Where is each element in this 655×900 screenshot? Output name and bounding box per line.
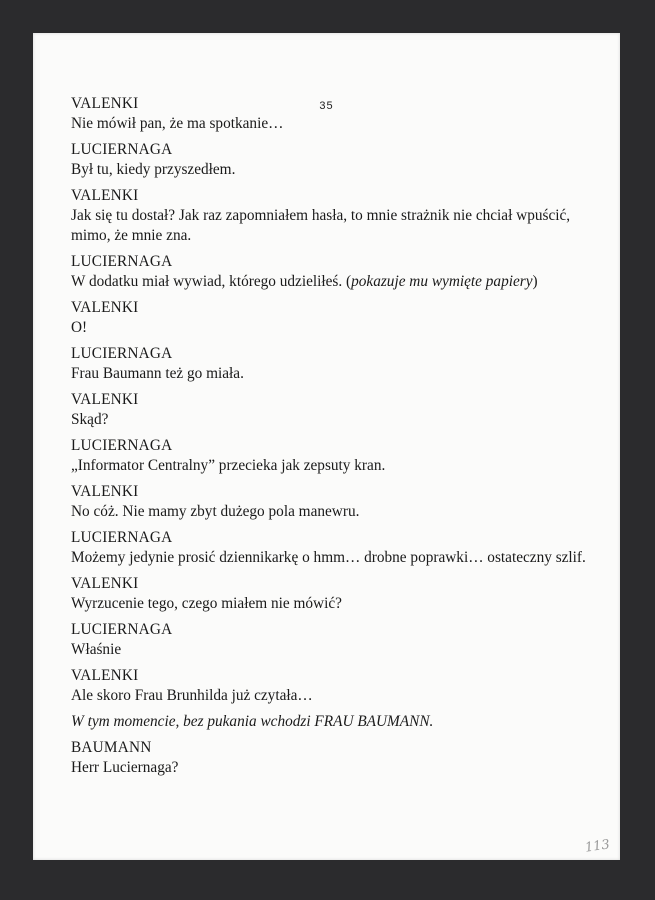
script-body	[71, 94, 591, 784]
dialogue-block	[71, 390, 591, 430]
dialogue-line: No cóż. Nie mamy zbyt dużego pola manewru.	[71, 503, 360, 520]
speaker-name: VALENKI	[71, 299, 139, 316]
stage-direction: W tym momencie, bez pukania wchodzi FRAU BAUMANN.	[71, 713, 434, 730]
dialogue-block	[71, 94, 591, 134]
speaker-name: LUCIERNAGA	[71, 345, 173, 362]
dialogue-line: Wyrzucenie tego, czego miałem nie mówić?	[71, 595, 342, 612]
speaker-name: BAUMANN	[71, 739, 152, 756]
dialogue-line: Był tu, kiedy przyszedłem.	[71, 161, 236, 178]
stage-direction-inline: pokazuje mu wymięte papiery	[351, 273, 533, 290]
speaker-name: LUCIERNAGA	[71, 529, 173, 546]
speaker-name: VALENKI	[71, 667, 139, 684]
dialogue-block	[71, 344, 591, 384]
dialogue-block	[71, 528, 591, 568]
speaker-name: LUCIERNAGA	[71, 253, 173, 270]
dialogue-line: Skąd?	[71, 411, 109, 428]
dialogue-line: „Informator Centralny” przecieka jak zepsuty kran.	[71, 457, 386, 474]
speaker-name: VALENKI	[71, 95, 139, 112]
dialogue-block	[71, 140, 591, 180]
dialogue-block	[71, 482, 591, 522]
pencil-page-note: 113	[584, 837, 611, 856]
dialogue-block	[71, 298, 591, 338]
dialogue-block	[71, 574, 591, 614]
dialogue-line: Ale skoro Frau Brunhilda już czytała…	[71, 687, 313, 704]
dialogue-line: Właśnie	[71, 641, 122, 658]
script-page	[33, 33, 620, 860]
dialogue-block	[71, 436, 591, 476]
dialogue-line: Frau Baumann też go miała.	[71, 365, 244, 382]
speaker-name: LUCIERNAGA	[71, 141, 173, 158]
dialogue-line: Możemy jedynie prosić dziennikarkę o hmm… drobne poprawki… ostateczny szlif.	[71, 549, 586, 566]
speaker-name: VALENKI	[71, 575, 139, 592]
speaker-name: VALENKI	[71, 391, 139, 408]
dialogue-text-close: )	[532, 273, 538, 290]
speaker-name: LUCIERNAGA	[71, 437, 173, 454]
dialogue-line: Nie mówił pan, że ma spotkanie…	[71, 115, 284, 132]
dialogue-block	[71, 738, 591, 778]
dialogue-text: W dodatku miał wywiad, którego udzieliłeś. (	[71, 273, 352, 290]
page-number: 35	[319, 100, 334, 112]
speaker-name: LUCIERNAGA	[71, 621, 173, 638]
dialogue-line: Herr Luciernaga?	[71, 759, 179, 776]
dialogue-block	[71, 186, 591, 246]
dialogue-line: O!	[71, 319, 88, 336]
dialogue-line	[71, 272, 591, 292]
speaker-name: VALENKI	[71, 483, 139, 500]
dialogue-block	[71, 666, 591, 706]
dialogue-line: Jak się tu dostał? Jak raz zapomniałem hasła, to mnie strażnik nie chciał wpuścić, mimo, że mnie zna.	[71, 207, 571, 244]
dialogue-block	[71, 252, 591, 292]
dialogue-block	[71, 620, 591, 660]
speaker-name: VALENKI	[71, 187, 139, 204]
